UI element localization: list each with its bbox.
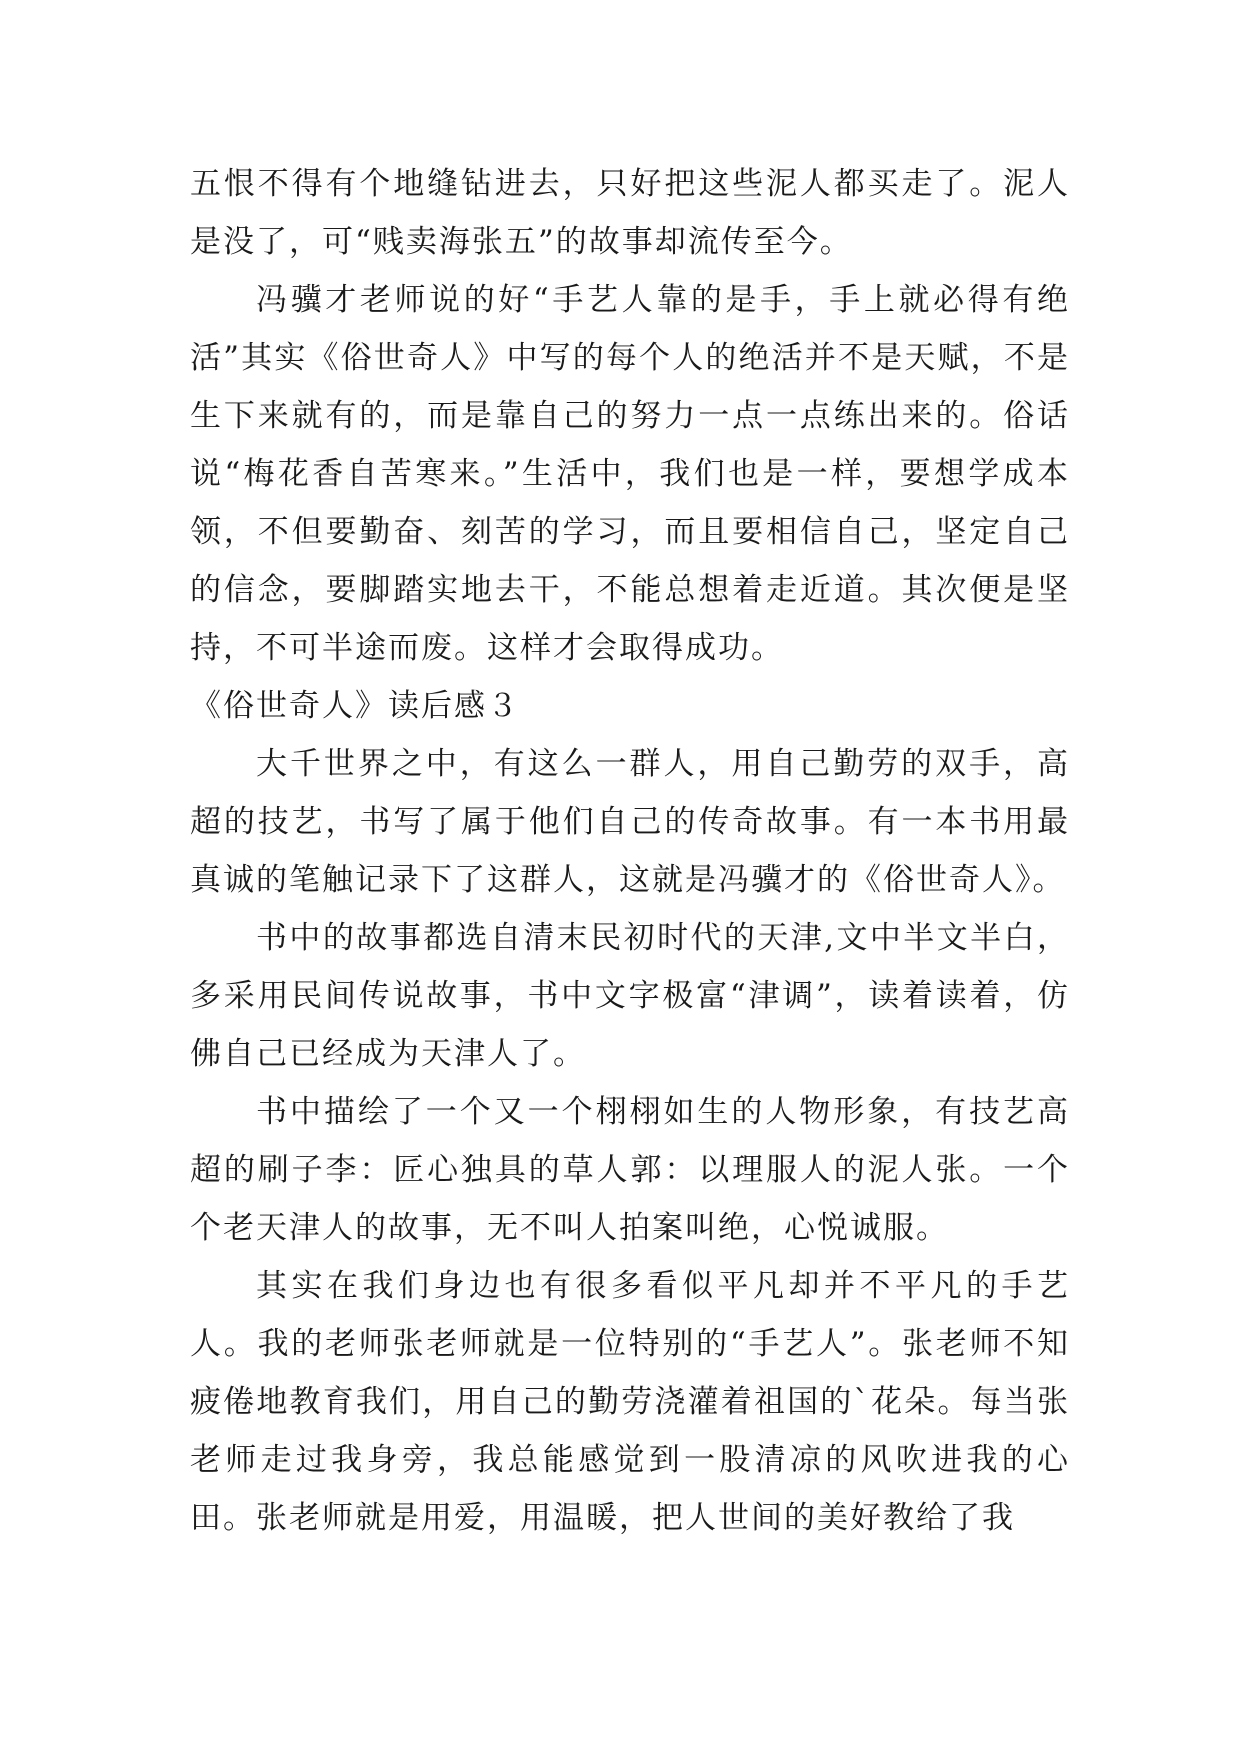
paragraph-6: 其实在我们身边也有很多看似平凡却并不平凡的手艺人。我的老师张老师就是一位特别的“手艺人”。张老师不知疲倦地教育我们，用自己的勤劳浇灌着祖国的`花朵。每当张老师走过我身旁，我总能感觉到一股清凉的风吹进我的心田。张老师就是用爱，用温暖，把人世间的美好教给了我: [190, 1268, 1070, 1536]
paragraph-1: 五恨不得有个地缝钻进去，只好把这些泥人都买走了。泥人是没了，可“贱卖海张五”的故事却流传至今。: [190, 166, 1070, 260]
paragraph-3: 大千世界之中，有这么一群人，用自己勤劳的双手，高超的技艺，书写了属于他们自己的传奇故事。有一本书用最真诚的笔触记录下了这群人，这就是冯骥才的《俗世奇人》。: [190, 746, 1070, 898]
paragraph-2: 冯骥才老师说的好“手艺人靠的是手，手上就必得有绝活”其实《俗世奇人》中写的每个人的绝活并不是天赋，不是生下来就有的，而是靠自己的努力一点一点练出来的。俗话说“梅花香自苦寒来。”生活中，我们也是一样，要想学成本领，不但要勤奋、刻苦的学习，而且要相信自己，坚定自己的信念，要脚踏实地去干，不能总想着走近道。其次便是坚持，不可半途而废。这样才会取得成功。: [190, 282, 1070, 666]
paragraph-5: 书中描绘了一个又一个栩栩如生的人物形象，有技艺高超的刷子李：匠心独具的草人郭：以理服人的泥人张。一个个老天津人的故事，无不叫人拍案叫绝，心悦诚服。: [190, 1094, 1070, 1246]
paragraph-4: 书中的故事都选自清末民初时代的天津,文中半文半白，多采用民间传说故事，书中文字极富“津调”，读着读着，仿佛自己已经成为天津人了。: [190, 920, 1070, 1072]
document-page: [190, 155, 1070, 1547]
section-heading: 《俗世奇人》读后感３: [190, 688, 520, 724]
